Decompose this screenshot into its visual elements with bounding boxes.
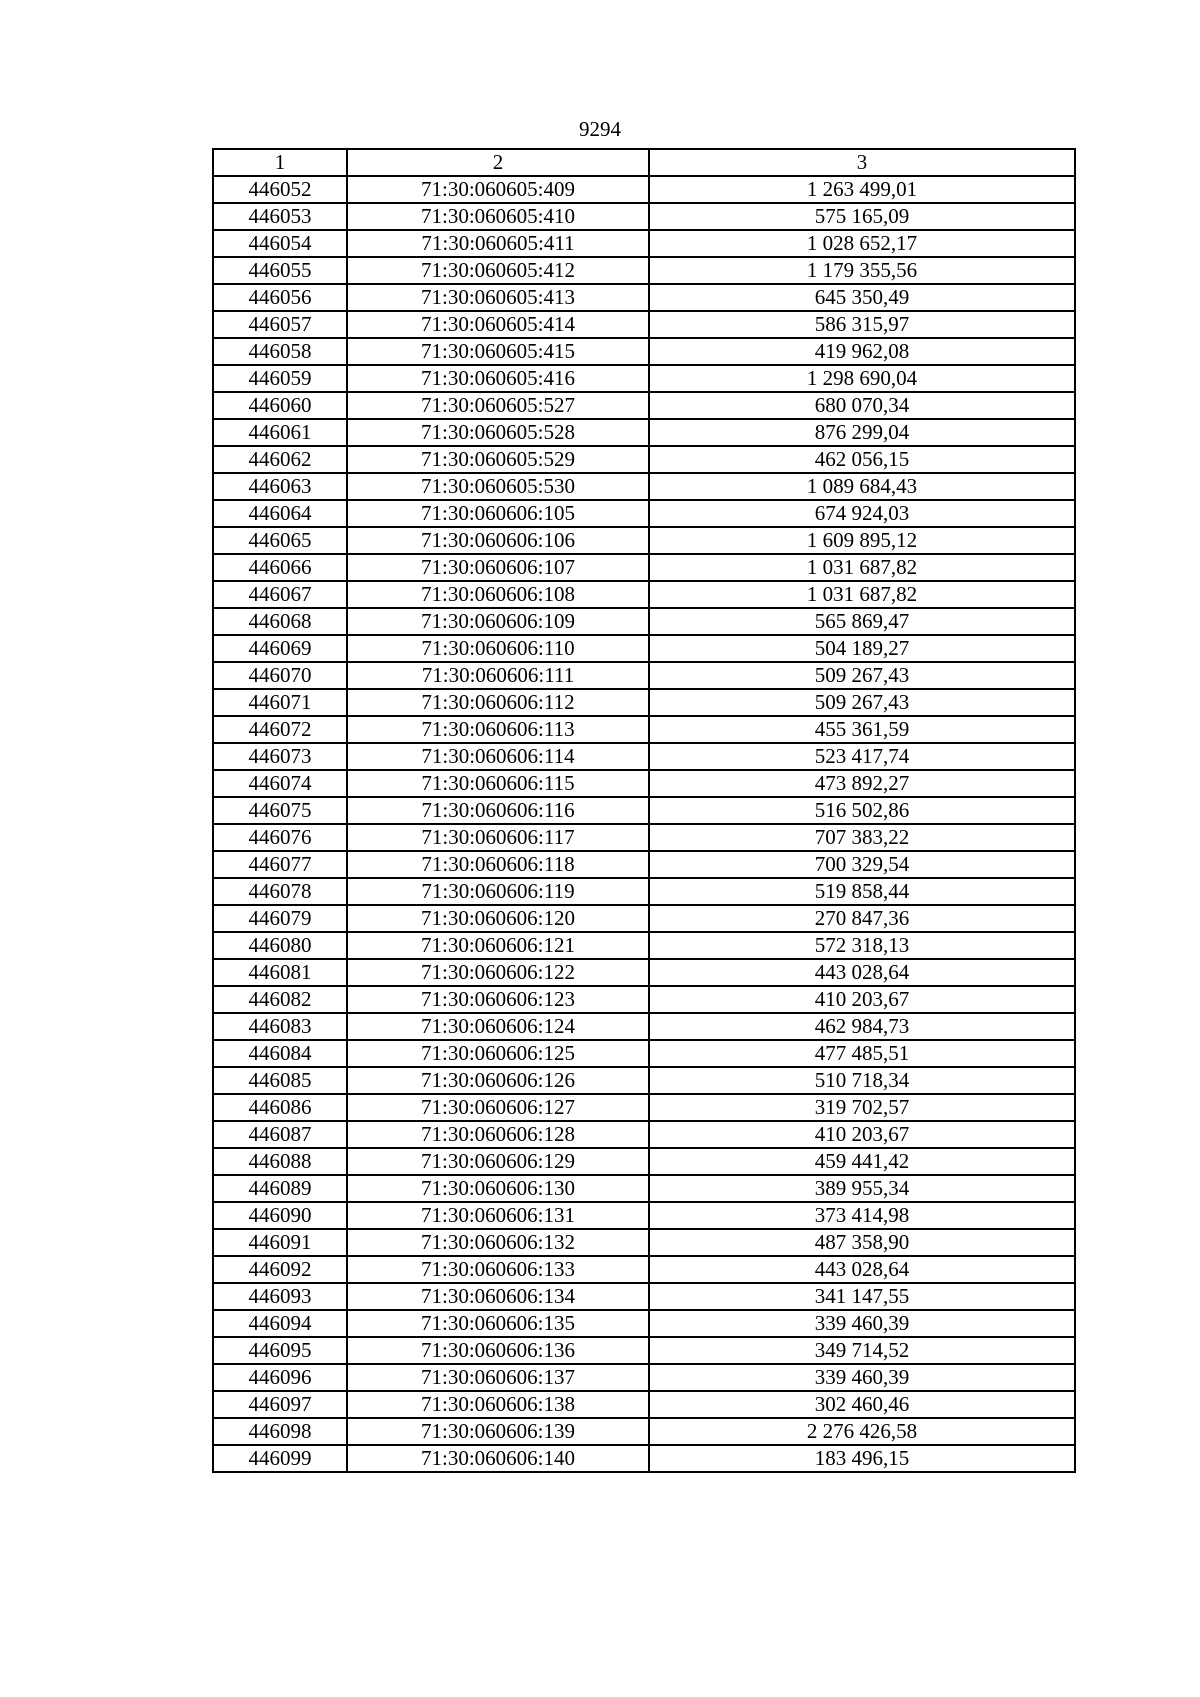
row-index-cell: 446055: [213, 257, 347, 284]
row-index-cell: 446070: [213, 662, 347, 689]
cadastral-number-cell: 71:30:060606:105: [347, 500, 649, 527]
table-row: [213, 581, 1075, 608]
value-cell: 183 496,15: [649, 1445, 1075, 1472]
cadastral-number-cell: 71:30:060606:134: [347, 1283, 649, 1310]
table-row: [213, 203, 1075, 230]
row-index-cell: 446058: [213, 338, 347, 365]
row-index-cell: 446097: [213, 1391, 347, 1418]
table-row: [213, 959, 1075, 986]
value-cell: 459 441,42: [649, 1148, 1075, 1175]
table-row: [213, 1337, 1075, 1364]
cadastral-number-cell: 71:30:060606:120: [347, 905, 649, 932]
value-cell: 473 892,27: [649, 770, 1075, 797]
value-cell: 462 984,73: [649, 1013, 1075, 1040]
row-index-cell: 446094: [213, 1310, 347, 1337]
table-row: [213, 1202, 1075, 1229]
cadastral-number-cell: 71:30:060606:128: [347, 1121, 649, 1148]
cadastral-number-cell: 71:30:060606:118: [347, 851, 649, 878]
table-row: [213, 1094, 1075, 1121]
row-index-cell: 446052: [213, 176, 347, 203]
value-cell: 477 485,51: [649, 1040, 1075, 1067]
cadastral-number-cell: 71:30:060605:527: [347, 392, 649, 419]
cadastral-number-cell: 71:30:060606:107: [347, 554, 649, 581]
row-index-cell: 446076: [213, 824, 347, 851]
column-number-2: 2: [347, 149, 649, 176]
value-cell: 1 263 499,01: [649, 176, 1075, 203]
row-index-cell: 446059: [213, 365, 347, 392]
table-row: [213, 1418, 1075, 1445]
value-cell: 645 350,49: [649, 284, 1075, 311]
row-index-cell: 446072: [213, 716, 347, 743]
cadastral-number-cell: 71:30:060605:529: [347, 446, 649, 473]
table-row: [213, 1067, 1075, 1094]
value-cell: 1 028 652,17: [649, 230, 1075, 257]
row-index-cell: 446069: [213, 635, 347, 662]
table-row: [213, 716, 1075, 743]
table-row: [213, 608, 1075, 635]
table-row: [213, 635, 1075, 662]
table-row: [213, 1013, 1075, 1040]
table-row: [213, 176, 1075, 203]
cadastral-number-cell: 71:30:060606:123: [347, 986, 649, 1013]
value-cell: 700 329,54: [649, 851, 1075, 878]
value-cell: 586 315,97: [649, 311, 1075, 338]
row-index-cell: 446054: [213, 230, 347, 257]
cadastral-number-cell: 71:30:060605:409: [347, 176, 649, 203]
row-index-cell: 446074: [213, 770, 347, 797]
row-index-cell: 446087: [213, 1121, 347, 1148]
table-row: [213, 1445, 1075, 1472]
table-row: [213, 1121, 1075, 1148]
cadastral-number-cell: 71:30:060606:138: [347, 1391, 649, 1418]
table-row: [213, 1256, 1075, 1283]
row-index-cell: 446088: [213, 1148, 347, 1175]
cadastral-number-cell: 71:30:060606:114: [347, 743, 649, 770]
table-row: [213, 797, 1075, 824]
table-row: [213, 257, 1075, 284]
cadastral-number-cell: 71:30:060605:528: [347, 419, 649, 446]
table-row: [213, 1364, 1075, 1391]
table-row: [213, 662, 1075, 689]
cadastral-number-cell: 71:30:060606:109: [347, 608, 649, 635]
row-index-cell: 446096: [213, 1364, 347, 1391]
value-cell: 509 267,43: [649, 662, 1075, 689]
table-row: [213, 1040, 1075, 1067]
table-row: [213, 1148, 1075, 1175]
table-row: [213, 689, 1075, 716]
table-row: [213, 1391, 1075, 1418]
cadastral-number-cell: 71:30:060606:131: [347, 1202, 649, 1229]
value-cell: 462 056,15: [649, 446, 1075, 473]
table-row: [213, 365, 1075, 392]
table-row: [213, 473, 1075, 500]
table-row: [213, 1175, 1075, 1202]
value-cell: 455 361,59: [649, 716, 1075, 743]
row-index-cell: 446083: [213, 1013, 347, 1040]
column-number-1: 1: [213, 149, 347, 176]
row-index-cell: 446084: [213, 1040, 347, 1067]
value-cell: 519 858,44: [649, 878, 1075, 905]
table-row: [213, 311, 1075, 338]
table-body: [213, 176, 1075, 1472]
row-index-cell: 446068: [213, 608, 347, 635]
row-index-cell: 446095: [213, 1337, 347, 1364]
cadastral-number-cell: 71:30:060605:414: [347, 311, 649, 338]
value-cell: 487 358,90: [649, 1229, 1075, 1256]
value-cell: 707 383,22: [649, 824, 1075, 851]
cadastral-number-cell: 71:30:060606:116: [347, 797, 649, 824]
table-row: [213, 527, 1075, 554]
value-cell: 876 299,04: [649, 419, 1075, 446]
cadastral-number-cell: 71:30:060606:140: [347, 1445, 649, 1472]
value-cell: 572 318,13: [649, 932, 1075, 959]
table-header-row: [213, 149, 1075, 176]
value-cell: 1 609 895,12: [649, 527, 1075, 554]
page-number: 9294: [579, 117, 621, 141]
cadastral-number-cell: 71:30:060606:108: [347, 581, 649, 608]
column-number-3: 3: [649, 149, 1075, 176]
value-cell: 2 276 426,58: [649, 1418, 1075, 1445]
cadastral-number-cell: 71:30:060606:122: [347, 959, 649, 986]
value-cell: 373 414,98: [649, 1202, 1075, 1229]
value-cell: 680 070,34: [649, 392, 1075, 419]
row-index-cell: 446056: [213, 284, 347, 311]
table-row: [213, 743, 1075, 770]
table-row: [213, 419, 1075, 446]
value-cell: 339 460,39: [649, 1364, 1075, 1391]
cadastral-number-cell: 71:30:060605:530: [347, 473, 649, 500]
row-index-cell: 446065: [213, 527, 347, 554]
cadastral-number-cell: 71:30:060606:136: [347, 1337, 649, 1364]
table-row: [213, 905, 1075, 932]
cadastral-number-cell: 71:30:060606:127: [347, 1094, 649, 1121]
value-cell: 443 028,64: [649, 959, 1075, 986]
row-index-cell: 446089: [213, 1175, 347, 1202]
row-index-cell: 446060: [213, 392, 347, 419]
row-index-cell: 446063: [213, 473, 347, 500]
table-row: [213, 1229, 1075, 1256]
value-cell: 575 165,09: [649, 203, 1075, 230]
table-header: [213, 149, 1075, 176]
table-row: [213, 284, 1075, 311]
row-index-cell: 446079: [213, 905, 347, 932]
table-row: [213, 392, 1075, 419]
cadastral-number-cell: 71:30:060606:125: [347, 1040, 649, 1067]
value-cell: 319 702,57: [649, 1094, 1075, 1121]
row-index-cell: 446057: [213, 311, 347, 338]
value-cell: 1 179 355,56: [649, 257, 1075, 284]
cadastral-number-cell: 71:30:060605:410: [347, 203, 649, 230]
value-cell: 339 460,39: [649, 1310, 1075, 1337]
cadastral-number-cell: 71:30:060606:115: [347, 770, 649, 797]
row-index-cell: 446064: [213, 500, 347, 527]
cadastral-number-cell: 71:30:060606:130: [347, 1175, 649, 1202]
row-index-cell: 446067: [213, 581, 347, 608]
cadastral-number-cell: 71:30:060606:135: [347, 1310, 649, 1337]
row-index-cell: 446090: [213, 1202, 347, 1229]
row-index-cell: 446053: [213, 203, 347, 230]
value-cell: 349 714,52: [649, 1337, 1075, 1364]
table-row: [213, 824, 1075, 851]
registry-table: [212, 148, 1076, 1473]
cadastral-number-cell: 71:30:060606:113: [347, 716, 649, 743]
row-index-cell: 446093: [213, 1283, 347, 1310]
cadastral-number-cell: 71:30:060606:121: [347, 932, 649, 959]
cadastral-number-cell: 71:30:060606:126: [347, 1067, 649, 1094]
value-cell: 443 028,64: [649, 1256, 1075, 1283]
table-row: [213, 338, 1075, 365]
value-cell: 1 089 684,43: [649, 473, 1075, 500]
cadastral-number-cell: 71:30:060605:413: [347, 284, 649, 311]
row-index-cell: 446077: [213, 851, 347, 878]
row-index-cell: 446081: [213, 959, 347, 986]
row-index-cell: 446082: [213, 986, 347, 1013]
row-index-cell: 446080: [213, 932, 347, 959]
table-row: [213, 878, 1075, 905]
value-cell: 523 417,74: [649, 743, 1075, 770]
table-row: [213, 446, 1075, 473]
table-row: [213, 986, 1075, 1013]
value-cell: 1 031 687,82: [649, 581, 1075, 608]
row-index-cell: 446073: [213, 743, 347, 770]
value-cell: 1 031 687,82: [649, 554, 1075, 581]
row-index-cell: 446086: [213, 1094, 347, 1121]
row-index-cell: 446085: [213, 1067, 347, 1094]
registry-table-container: [212, 148, 1076, 1473]
table-row: [213, 1283, 1075, 1310]
table-row: [213, 554, 1075, 581]
table-row: [213, 230, 1075, 257]
value-cell: 516 502,86: [649, 797, 1075, 824]
cadastral-number-cell: 71:30:060606:129: [347, 1148, 649, 1175]
row-index-cell: 446099: [213, 1445, 347, 1472]
value-cell: 302 460,46: [649, 1391, 1075, 1418]
row-index-cell: 446098: [213, 1418, 347, 1445]
cadastral-number-cell: 71:30:060606:112: [347, 689, 649, 716]
cadastral-number-cell: 71:30:060606:111: [347, 662, 649, 689]
value-cell: 1 298 690,04: [649, 365, 1075, 392]
value-cell: 509 267,43: [649, 689, 1075, 716]
value-cell: 510 718,34: [649, 1067, 1075, 1094]
table-row: [213, 851, 1075, 878]
cadastral-number-cell: 71:30:060606:137: [347, 1364, 649, 1391]
cadastral-number-cell: 71:30:060606:117: [347, 824, 649, 851]
value-cell: 341 147,55: [649, 1283, 1075, 1310]
row-index-cell: 446071: [213, 689, 347, 716]
cadastral-number-cell: 71:30:060606:132: [347, 1229, 649, 1256]
row-index-cell: 446062: [213, 446, 347, 473]
table-row: [213, 1310, 1075, 1337]
cadastral-number-cell: 71:30:060606:124: [347, 1013, 649, 1040]
table-row: [213, 770, 1075, 797]
value-cell: 270 847,36: [649, 905, 1075, 932]
cadastral-number-cell: 71:30:060605:411: [347, 230, 649, 257]
value-cell: 674 924,03: [649, 500, 1075, 527]
row-index-cell: 446091: [213, 1229, 347, 1256]
cadastral-number-cell: 71:30:060606:139: [347, 1418, 649, 1445]
cadastral-number-cell: 71:30:060606:106: [347, 527, 649, 554]
row-index-cell: 446061: [213, 419, 347, 446]
value-cell: 419 962,08: [649, 338, 1075, 365]
cadastral-number-cell: 71:30:060605:415: [347, 338, 649, 365]
cadastral-number-cell: 71:30:060606:119: [347, 878, 649, 905]
value-cell: 410 203,67: [649, 986, 1075, 1013]
row-index-cell: 446075: [213, 797, 347, 824]
cadastral-number-cell: 71:30:060606:133: [347, 1256, 649, 1283]
cadastral-number-cell: 71:30:060605:416: [347, 365, 649, 392]
row-index-cell: 446092: [213, 1256, 347, 1283]
value-cell: 565 869,47: [649, 608, 1075, 635]
table-row: [213, 500, 1075, 527]
cadastral-number-cell: 71:30:060605:412: [347, 257, 649, 284]
row-index-cell: 446078: [213, 878, 347, 905]
value-cell: 389 955,34: [649, 1175, 1075, 1202]
table-row: [213, 932, 1075, 959]
cadastral-number-cell: 71:30:060606:110: [347, 635, 649, 662]
row-index-cell: 446066: [213, 554, 347, 581]
value-cell: 410 203,67: [649, 1121, 1075, 1148]
value-cell: 504 189,27: [649, 635, 1075, 662]
